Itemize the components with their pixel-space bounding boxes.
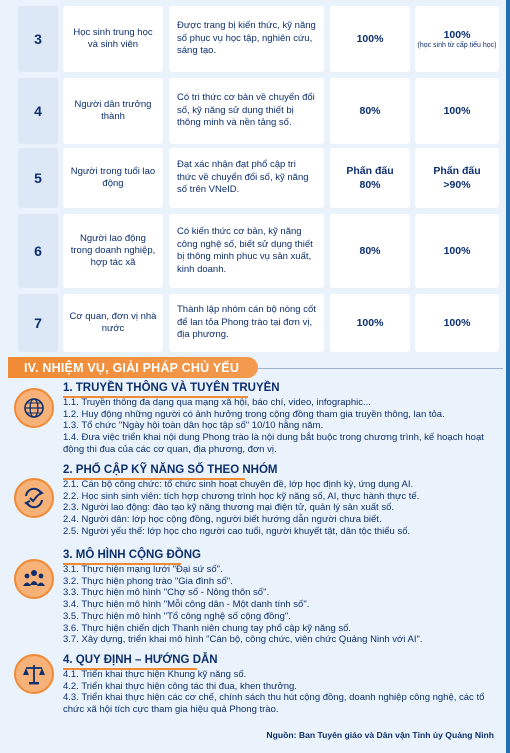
row-target-2: 100% bbox=[443, 245, 471, 257]
row-subject: Người lao động trong doanh nghiệp, hợp tác xã bbox=[63, 214, 163, 288]
row-description: Có kiến thức cơ bản, kỹ năng công nghệ số, biết sử dụng thiết bị thông minh phục vụ sản xuất, kinh doanh. bbox=[169, 214, 324, 288]
row-target-2-cell bbox=[415, 78, 499, 144]
section-title: IV. NHIỆM VỤ, GIẢI PHÁP CHỦ YẾU bbox=[8, 357, 258, 378]
list-item: 3.6. Thực hiện chiến dịch Thanh niên chung tay phổ cập kỹ năng số. bbox=[63, 622, 352, 634]
list-item: 1.4. Đưa việc triển khai nội dung Phong trào là nội dung bắt buộc trong chương trình, kế hoạch hoạt động thi đua của các cơ quan, địa phương, đơn vị. bbox=[63, 432, 484, 455]
row-description: Đạt xác nhận đạt phổ cập tri thức về chuyển đổi số, kỹ năng số trên VNeID. bbox=[169, 148, 324, 208]
group-skills bbox=[8, 464, 502, 544]
group-items bbox=[63, 564, 499, 646]
scale-law-icon bbox=[14, 654, 54, 694]
row-number: 3 bbox=[18, 6, 58, 72]
row-number: 4 bbox=[18, 78, 58, 144]
right-edge-bar bbox=[506, 0, 510, 753]
row-target-1: 80% bbox=[330, 214, 410, 288]
row-description: Được trang bị kiến thức, kỹ năng số phục vụ học tập, nghiên cứu, sáng tạo. bbox=[169, 6, 324, 72]
table-row bbox=[8, 148, 502, 208]
row-target-2-cell bbox=[415, 214, 499, 288]
group-items bbox=[63, 669, 499, 716]
group-regulations bbox=[8, 654, 502, 724]
row-subject: Người trong tuổi lao động bbox=[63, 148, 163, 208]
list-item: 3.1. Thực hiện mạng lưới "Đại sứ số". bbox=[63, 564, 223, 575]
list-item: 3.5. Thực hiện mô hình "Tổ công nghệ số cộng đồng". bbox=[63, 610, 291, 622]
list-item: 3.3. Thực hiện mô hình "Chợ số - Nông thôn số". bbox=[63, 587, 270, 599]
group-community bbox=[8, 549, 502, 649]
list-item: 3.2. Thực hiện phong trào "Gia đình số". bbox=[63, 575, 233, 587]
group-title: 1. TRUYỀN THÔNG VÀ TUYÊN TRUYỀN bbox=[63, 382, 280, 394]
section-divider bbox=[258, 368, 503, 369]
list-item: 1.2. Huy động những người có ảnh hưởng trong cộng đồng tham gia truyền thông, lan tỏa. bbox=[63, 408, 445, 420]
list-item: 1.1. Truyền thông đa dạng qua mạng xã hội, báo chí, video, infographic... bbox=[63, 397, 371, 408]
list-item: 3.4. Thực hiện mô hình "Mỗi công dân - Một danh tính số". bbox=[63, 599, 310, 611]
row-subject: Cơ quan, đơn vị nhà nước bbox=[63, 294, 163, 352]
row-number: 7 bbox=[18, 294, 58, 352]
list-item: 4.2. Triển khai thực hiện công tác thi đua, khen thưởng. bbox=[63, 680, 297, 692]
row-target-2-cell bbox=[415, 294, 499, 352]
row-number: 6 bbox=[18, 214, 58, 288]
row-target-2: Phấn đấu >90% bbox=[433, 165, 481, 191]
community-people-icon bbox=[14, 559, 54, 599]
globe-network-icon bbox=[14, 388, 54, 428]
group-title: 2. PHỔ CẬP KỸ NĂNG SỐ THEO NHÓM bbox=[63, 464, 278, 476]
list-item: 2.1. Cán bộ công chức: tổ chức sinh hoạt chuyên đề, lớp học định kỳ, ứng dụng AI. bbox=[63, 479, 414, 490]
table-row bbox=[8, 78, 502, 144]
row-target-2: 100% bbox=[443, 29, 471, 41]
source-credit: Nguồn: Ban Tuyên giáo và Dân vận Tỉnh ủy Quảng Ninh bbox=[266, 730, 494, 740]
group-items bbox=[63, 479, 499, 538]
sync-check-icon bbox=[14, 478, 54, 518]
list-item: 2.4. Người dân: lớp học cộng đồng, người biết hướng dẫn người chưa biết. bbox=[63, 514, 382, 526]
list-item: 4.1. Triển khai thực hiện Khung kỹ năng số. bbox=[63, 669, 247, 680]
list-item: 2.5. Người yếu thế: lớp học cho người cao tuổi, người khuyết tật, dân tộc thiểu số. bbox=[63, 525, 411, 537]
list-item: 1.3. Tổ chức "Ngày hội toàn dân học tập số" 10/10 hằng năm. bbox=[63, 420, 324, 432]
row-target-2-cell bbox=[415, 6, 499, 72]
group-title: 4. QUY ĐỊNH – HƯỚNG DẪN bbox=[63, 654, 218, 666]
table-row bbox=[8, 294, 502, 352]
list-item: 4.3. Triển khai thực hiện các cơ chế, chính sách thu hút cộng đồng, doanh nghiệp công nghệ, các tổ chức xã hội tích cực tham gia hiệu quả Phong trào. bbox=[63, 692, 485, 716]
row-subject: Học sinh trung học và sinh viên bbox=[63, 6, 163, 72]
row-target-2: 100% bbox=[443, 317, 471, 329]
row-target-1: 80% bbox=[330, 78, 410, 144]
table-row bbox=[8, 214, 502, 288]
row-target-2-cell bbox=[415, 148, 499, 208]
group-title: 3. MÔ HÌNH CỘNG ĐỒNG bbox=[63, 549, 202, 561]
list-item: 2.3. Người lao động: đào tạo kỹ năng thương mại điện tử, quản lý sản xuất số. bbox=[63, 502, 394, 514]
group-items bbox=[63, 397, 499, 456]
row-target-1: Phấn đấu 80% bbox=[330, 148, 410, 208]
list-item: 3.7. Xây dựng, triển khai mô hình "Cán bộ, công chức, viên chức Quảng Ninh với AI". bbox=[63, 634, 423, 646]
row-target-2-note: (học sinh từ cấp tiểu học) bbox=[417, 42, 497, 49]
group-communication bbox=[8, 382, 502, 460]
row-subject: Người dân trưởng thành bbox=[63, 78, 163, 144]
row-description: Thành lập nhóm cán bộ nòng cốt để lan tỏa Phong trào tại đơn vị, địa phương. bbox=[169, 294, 324, 352]
table-row bbox=[8, 6, 502, 72]
row-target-1: 100% bbox=[330, 6, 410, 72]
list-item: 2.2. Học sinh sinh viên: tích hợp chương trình học kỹ năng số, AI, thực hành thực tế. bbox=[63, 490, 420, 502]
row-description: Có tri thức cơ bản về chuyển đổi số, kỹ năng sử dụng thiết bị thông minh và nền tảng số. bbox=[169, 78, 324, 144]
row-target-1: 100% bbox=[330, 294, 410, 352]
row-target-2: 100% bbox=[443, 105, 471, 117]
row-number: 5 bbox=[18, 148, 58, 208]
